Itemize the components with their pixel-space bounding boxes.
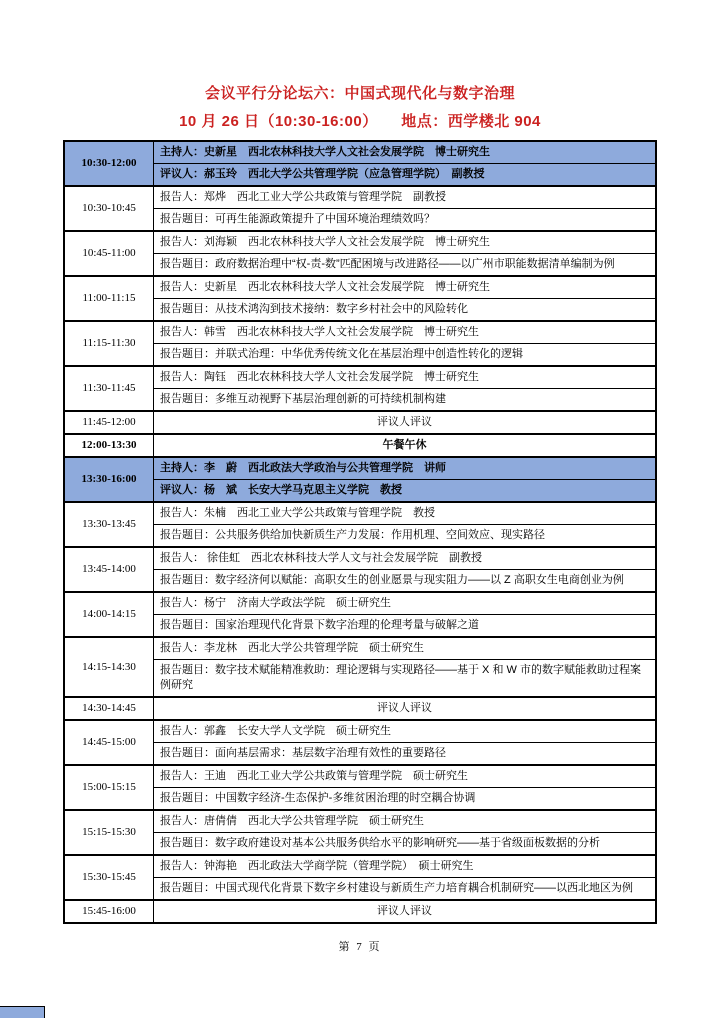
- session-row: [64, 457, 656, 480]
- talk-row: [64, 366, 656, 389]
- time-cell: 11:45-12:00: [64, 411, 154, 434]
- speaker-cell: 报告人：陶钰 西北农林科技大学人文社会发展学院 博士研究生: [154, 366, 657, 389]
- discussion-cell: 评议人评议: [154, 697, 657, 720]
- topic-cell: 报告题目：从技术鸿沟到技术接纳：数字乡村社会中的风险转化: [154, 299, 657, 322]
- time-cell: 13:30-16:00: [64, 457, 154, 502]
- topic-cell: 报告题目：数字经济何以赋能：高职女生的创业愿景与现实阻力——以 Z 高职女生电商创业为例: [154, 570, 657, 593]
- talk-row: [64, 720, 656, 743]
- speaker-cell: 报告人：李龙林 西北大学公共管理学院 硕士研究生: [154, 637, 657, 660]
- schedule-table: [63, 140, 657, 924]
- speaker-cell: 报告人：唐倩倩 西北大学公共管理学院 硕士研究生: [154, 810, 657, 833]
- discussion-cell: 评议人评议: [154, 411, 657, 434]
- speaker-cell: 报告人：钟海艳 西北政法大学商学院（管理学院） 硕士研究生: [154, 855, 657, 878]
- talk-row: [64, 788, 656, 811]
- reviewer-cell: 评议人：郝玉玲 西北大学公共管理学院（应急管理学院） 副教授: [154, 164, 657, 187]
- speaker-cell: 报告人：韩雪 西北农林科技大学人文社会发展学院 博士研究生: [154, 321, 657, 344]
- topic-cell: 报告题目：政府数据治理中“权-责-数”匹配困境与改进路径——以广州市职能数据清单编制为例: [154, 254, 657, 277]
- time-cell: 15:00-15:15: [64, 765, 154, 810]
- chair-cell: 主持人：李 蔚 西北政法大学政治与公共管理学院 讲师: [154, 457, 657, 480]
- topic-cell: 报告题目：并联式治理：中华优秀传统文化在基层治理中创造性转化的逻辑: [154, 344, 657, 367]
- talk-row: [64, 878, 656, 901]
- talk-row: [64, 637, 656, 660]
- time-cell: 11:30-11:45: [64, 366, 154, 411]
- time-cell: 11:15-11:30: [64, 321, 154, 366]
- talk-row: [64, 231, 656, 254]
- discussion-cell: 评议人评议: [154, 900, 657, 923]
- break-cell: 午餐午休: [154, 434, 657, 457]
- talk-row: [64, 570, 656, 593]
- session-row: [64, 164, 656, 187]
- talk-row: [64, 765, 656, 788]
- time-cell: 11:00-11:15: [64, 276, 154, 321]
- time-cell: 10:30-10:45: [64, 186, 154, 231]
- speaker-cell: 报告人：郑烨 西北工业大学公共政策与管理学院 副教授: [154, 186, 657, 209]
- talk-row: [64, 833, 656, 856]
- time-cell: 14:15-14:30: [64, 637, 154, 697]
- talk-row: [64, 743, 656, 766]
- time-cell: 14:30-14:45: [64, 697, 154, 720]
- talk-row: [64, 209, 656, 232]
- talk-row: [64, 254, 656, 277]
- talk-row: [64, 592, 656, 615]
- speaker-cell: 报告人：王迪 西北工业大学公共政策与管理学院 硕士研究生: [154, 765, 657, 788]
- next-page-table-fragment: [0, 1006, 45, 1018]
- time-cell: 10:30-12:00: [64, 141, 154, 186]
- topic-cell: 报告题目：数字技术赋能精准救助：理论逻辑与实现路径——基于 X 和 W 市的数字赋能救助过程案例研究: [154, 660, 657, 698]
- topic-cell: 报告题目：公共服务供给加快新质生产力发展：作用机理、空间效应、现实路径: [154, 525, 657, 548]
- talk-row: [64, 276, 656, 299]
- forum-title: 会议平行分论坛六：中国式现代化与数字治理: [204, 85, 515, 102]
- time-cell: 15:45-16:00: [64, 900, 154, 923]
- talk-row: [64, 810, 656, 833]
- time-cell: 15:15-15:30: [64, 810, 154, 855]
- talk-row: [64, 660, 656, 698]
- time-cell: 13:30-13:45: [64, 502, 154, 547]
- session-row: [64, 141, 656, 164]
- discussion-row: [64, 900, 656, 923]
- topic-cell: 报告题目：面向基层需求：基层数字治理有效性的重要路径: [154, 743, 657, 766]
- topic-cell: 报告题目：多维互动视野下基层治理创新的可持续机制构建: [154, 389, 657, 412]
- speaker-cell: 报告人：杨宁 济南大学政法学院 硕士研究生: [154, 592, 657, 615]
- session-row: [64, 480, 656, 503]
- talk-row: [64, 344, 656, 367]
- talk-row: [64, 502, 656, 525]
- break-row: [64, 434, 656, 457]
- topic-cell: 报告题目：中国式现代化背景下数字乡村建设与新质生产力培育耦合机制研究——以西北地区为例: [154, 878, 657, 901]
- time-cell: 13:45-14:00: [64, 547, 154, 592]
- reviewer-cell: 评议人：杨 斌 长安大学马克思主义学院 教授: [154, 480, 657, 503]
- speaker-cell: 报告人： 徐佳虹 西北农林科技大学人文与社会发展学院 副教授: [154, 547, 657, 570]
- time-cell: 14:00-14:15: [64, 592, 154, 637]
- talk-row: [64, 547, 656, 570]
- topic-cell: 报告题目：中国数字经济-生态保护-多维贫困治理的时空耦合协调: [154, 788, 657, 811]
- talk-row: [64, 615, 656, 638]
- topic-cell: 报告题目：数字政府建设对基本公共服务供给水平的影响研究——基于省级面板数据的分析: [154, 833, 657, 856]
- speaker-cell: 报告人：朱楠 西北工业大学公共政策与管理学院 教授: [154, 502, 657, 525]
- page-number: 第 7 页: [338, 941, 382, 953]
- talk-row: [64, 525, 656, 548]
- discussion-row: [64, 411, 656, 434]
- talk-row: [64, 321, 656, 344]
- forum-date-location: 10 月 26 日（10:30-16:00） 地点：西学楼北 904: [179, 113, 541, 130]
- time-cell: 14:45-15:00: [64, 720, 154, 765]
- speaker-cell: 报告人：史新星 西北农林科技大学人文社会发展学院 博士研究生: [154, 276, 657, 299]
- talk-row: [64, 299, 656, 322]
- time-cell: 15:30-15:45: [64, 855, 154, 900]
- chair-cell: 主持人：史新星 西北农林科技大学人文社会发展学院 博士研究生: [154, 141, 657, 164]
- talk-row: [64, 186, 656, 209]
- schedule-body: [64, 141, 656, 923]
- speaker-cell: 报告人：刘海颖 西北农林科技大学人文社会发展学院 博士研究生: [154, 231, 657, 254]
- topic-cell: 报告题目：可再生能源政策提升了中国环境治理绩效吗？: [154, 209, 657, 232]
- time-cell: 12:00-13:30: [64, 434, 154, 457]
- time-cell: 10:45-11:00: [64, 231, 154, 276]
- discussion-row: [64, 697, 656, 720]
- topic-cell: 报告题目：国家治理现代化背景下数字治理的伦理考量与破解之道: [154, 615, 657, 638]
- talk-row: [64, 389, 656, 412]
- talk-row: [64, 855, 656, 878]
- speaker-cell: 报告人：郭鑫 长安大学人文学院 硕士研究生: [154, 720, 657, 743]
